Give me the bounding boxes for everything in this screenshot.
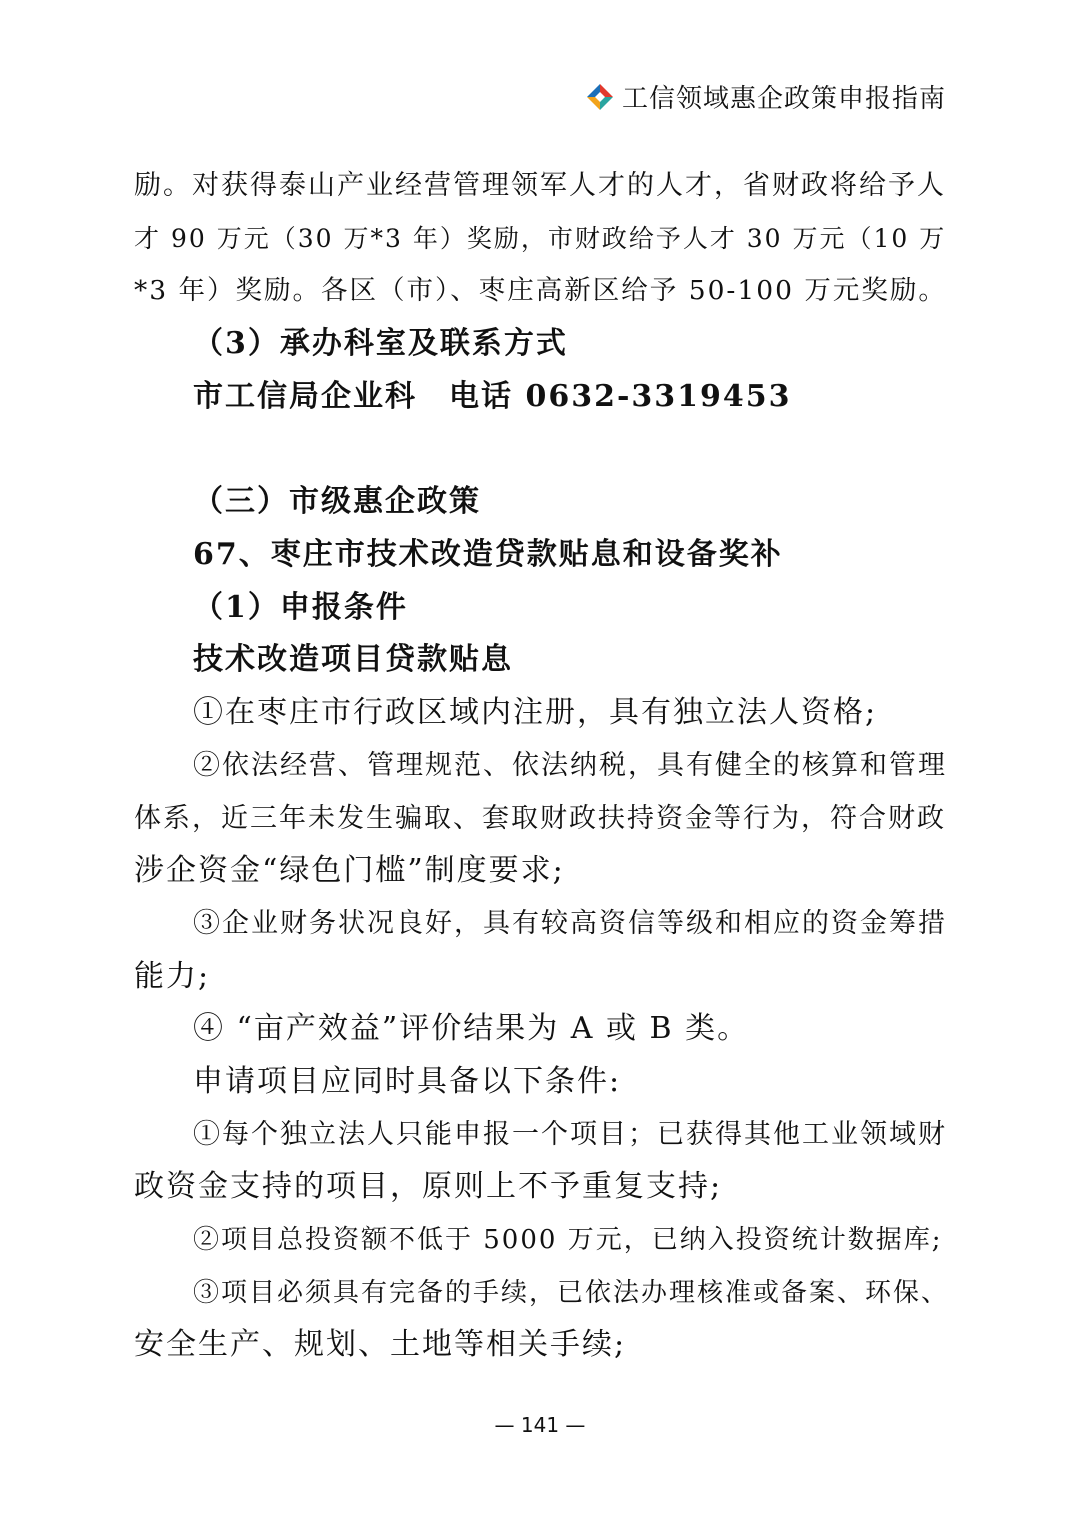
body-line: ④ “亩产效益”评价结果为 A 或 B 类。: [193, 1011, 750, 1046]
page-header: [584, 78, 946, 115]
section-heading: （3）承办科室及联系方式: [193, 326, 568, 361]
body-line: 才 90 万元（30 万*3 年）奖励，市财政给予人才 30 万元（10 万: [134, 224, 947, 253]
section-heading: （1）申报条件: [193, 590, 408, 625]
contact-line: 市工信局企业科 电话 0632-3319453: [193, 379, 792, 414]
body-line: ③企业财务状况良好，具有较高资信等级和相应的资金筹措: [193, 908, 947, 939]
subsection-heading: 技术改造项目贷款贴息: [193, 642, 513, 677]
body-line: 申请项目应同时具备以下条件:: [193, 1064, 622, 1099]
body-line: 涉企资金“绿色门槛”制度要求;: [134, 853, 565, 888]
section-heading: （三）市级惠企政策: [193, 484, 481, 519]
body-line: 安全生产、规划、土地等相关手续;: [134, 1327, 627, 1362]
body-line: ①在枣庄市行政区域内注册，具有独立法人资格;: [193, 695, 878, 730]
body-line: ②项目总投资额不低于 5000 万元，已纳入投资统计数据库;: [193, 1225, 943, 1255]
body-line: 能力;: [134, 959, 211, 994]
body-line: 体系，近三年未发生骗取、套取财政扶持资金等行为，符合财政: [134, 803, 946, 834]
body-line: *3 年）奖励。各区（市）、枣庄高新区给予 50-100 万元奖励。: [134, 275, 947, 306]
body-line: 励。对获得泰山产业经营管理领军人才的人才，省财政将给予人: [134, 170, 946, 201]
policy-title: 67、枣庄市技术改造贷款贴息和设备奖补: [193, 537, 783, 572]
body-line: ②依法经营、管理规范、依法纳税，具有健全的核算和管理: [193, 750, 947, 781]
body-line: ③项目必须具有完备的手续，已依法办理核准或备案、环保、: [193, 1278, 950, 1308]
logo-icon: [584, 81, 616, 113]
body-line: 政资金支持的项目，原则上不予重复支持;: [134, 1169, 723, 1204]
header-title: 工信领域惠企政策申报指南: [621, 84, 946, 114]
body-line: ①每个独立法人只能申报一个项目；已获得其他工业领域财: [193, 1119, 947, 1150]
page-number: — 141 —: [494, 1413, 586, 1437]
